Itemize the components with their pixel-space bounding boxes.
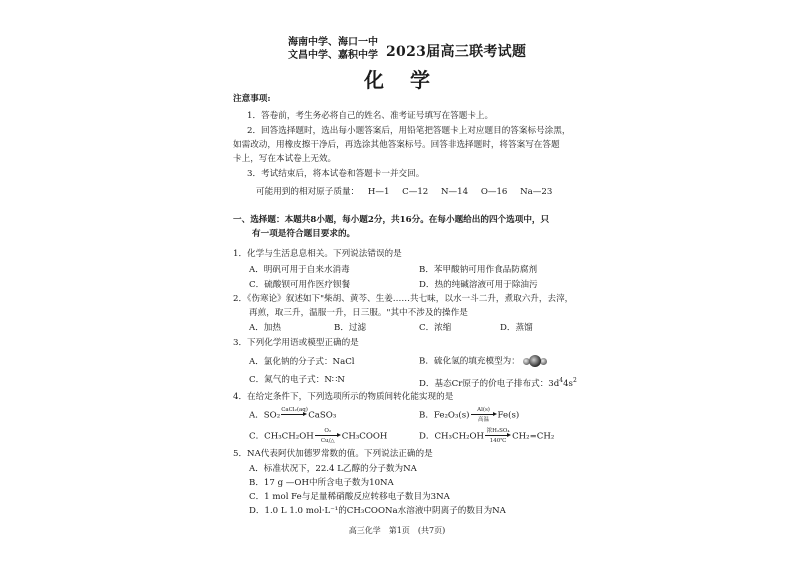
- question-4-option-d: D．CH₃CH₂OH 浓H₂SO₄ 140℃ CH₂=CH₂: [419, 428, 555, 444]
- question-2-option-c: C．浓缩: [419, 323, 452, 333]
- question-5-option-d: D．1.0 L 1.0 mol·L⁻¹的CH₃COONa水溶液中阴离子的数目为NA: [249, 506, 506, 516]
- question-2-option-a: A．加热: [249, 323, 281, 333]
- h2s-space-filling-model-icon: [523, 355, 547, 367]
- notes-item-2-line-1: 2．回答选择题时，选出每小题答案后，用铅笔把答题卡上对应题目的答案标号涂黑，: [247, 126, 571, 136]
- question-1-stem: 1．化学与生活息息相关。下列说法错误的是: [233, 249, 402, 259]
- notes-item-1: 1．答卷前，考生务必将自己的姓名、准考证号填写在答题卡上。: [247, 111, 494, 121]
- atomic-mass-o: O—16: [480, 187, 508, 197]
- question-4-option-b: B．Fe₂O₃(s) Al(s) 高温 Fe(s): [419, 407, 520, 423]
- question-2-option-d: D．蒸馏: [500, 323, 533, 333]
- reaction-arrow-icon: CaCl₂(aq): [281, 409, 307, 421]
- question-4-stem: 4．在给定条件下，下列选项所示的物质间转化能实现的是: [233, 392, 454, 402]
- section-1-heading-line-2: 有一项是符合题目要求的。: [252, 229, 356, 239]
- notes-item-2-line-3: 卡上，写在本试卷上无效。: [233, 154, 337, 164]
- atomic-masses: [256, 187, 552, 198]
- atomic-mass-na: Na—23: [520, 187, 553, 197]
- question-3-stem: 3．下列化学用语或模型正确的是: [233, 338, 359, 348]
- question-3-option-b: [419, 355, 547, 368]
- question-2-stem-line-2: 再煎，取三升，温服一升，日三服。"其中不涉及的操作是: [249, 308, 468, 318]
- school-names: [288, 36, 378, 62]
- question-1-option-c: C．硫酸钡可用作医疗钡餐: [249, 280, 351, 290]
- exam-title: 2023届高三联考试题: [386, 44, 527, 60]
- question-1-option-a: A．明矾可用于自来水消毒: [249, 265, 350, 275]
- exam-header: [288, 36, 527, 66]
- question-5-option-c: C．1 mol Fe与足量稀硝酸反应转移电子数目为3NA: [249, 492, 450, 502]
- notes-heading: 注意事项:: [233, 94, 271, 104]
- question-1-option-d: D．热的纯碱溶液可用于除油污: [419, 280, 538, 290]
- question-4-option-a: A．SO₂ CaCl₂(aq) CaSO₃: [249, 407, 337, 421]
- page-footer: 高三化学 第1页 (共7页): [348, 526, 446, 535]
- question-3-option-b-text: B．硫化氢的填充模型为：: [419, 356, 520, 367]
- question-5-option-b: B．17 g —OH中所含电子数为10NA: [249, 478, 394, 488]
- question-2-option-b: B．过滤: [334, 323, 367, 333]
- reaction-arrow-icon: $\frac{\text{O₂}}{Cu/\triangle}$: [315, 430, 341, 442]
- notes-item-3: 3．考试结束后，将本试卷和答题卡一并交回。: [247, 169, 425, 179]
- atomic-masses-label: 可能用到的相对原子质量：: [256, 187, 360, 197]
- atomic-mass-c: C—12: [402, 187, 429, 197]
- schools-line-1: 海南中学、海口一中: [288, 37, 378, 48]
- question-5-stem: 5．NA代表阿伏加德罗常数的值。下列说法正确的是: [233, 449, 433, 459]
- question-3-option-c: C．氮气的电子式：N∷N: [249, 375, 345, 385]
- atomic-mass-n: N—14: [441, 187, 469, 197]
- notes-item-2-line-2: 如需改动，用橡皮擦干净后，再选涂其他答案标号。回答非选择题时，将答案写在答题: [233, 140, 560, 150]
- question-2-stem-line-1: 2．《伤寒论》叙述如下"柴胡、黄芩、生姜……共七味，以水一斗二升，煮取六升，去滓，: [233, 294, 574, 304]
- question-3-option-a: A．氯化钠的分子式：NaCl: [249, 357, 355, 367]
- question-5-option-a: A．标准状况下，22.4 L乙醇的分子数为NA: [249, 464, 417, 474]
- schools-line-2: 文昌中学、嘉积中学: [288, 50, 378, 61]
- reaction-arrow-icon: Al(s) 高温: [471, 409, 497, 421]
- subject-title: 化学: [364, 68, 456, 92]
- question-1-option-b: B．苯甲酸钠可用作食品防腐剂: [419, 265, 538, 275]
- reaction-arrow-icon: 浓H₂SO₄ 140℃: [486, 428, 510, 444]
- question-4-option-c: C．CH₃CH₂OH $\frac{\text{O₂}}{Cu/\triangle}$ CH₃COOH: [249, 428, 388, 444]
- atomic-mass-h: H—1: [367, 187, 390, 197]
- question-3-option-d: D．基态Cr原子的价电子排布式：$3d^44s^2$: [419, 377, 577, 389]
- section-1-heading-line-1: 一、选择题：本题共8小题，每小题2分，共16分。在每小题给出的四个选项中，只: [233, 215, 550, 225]
